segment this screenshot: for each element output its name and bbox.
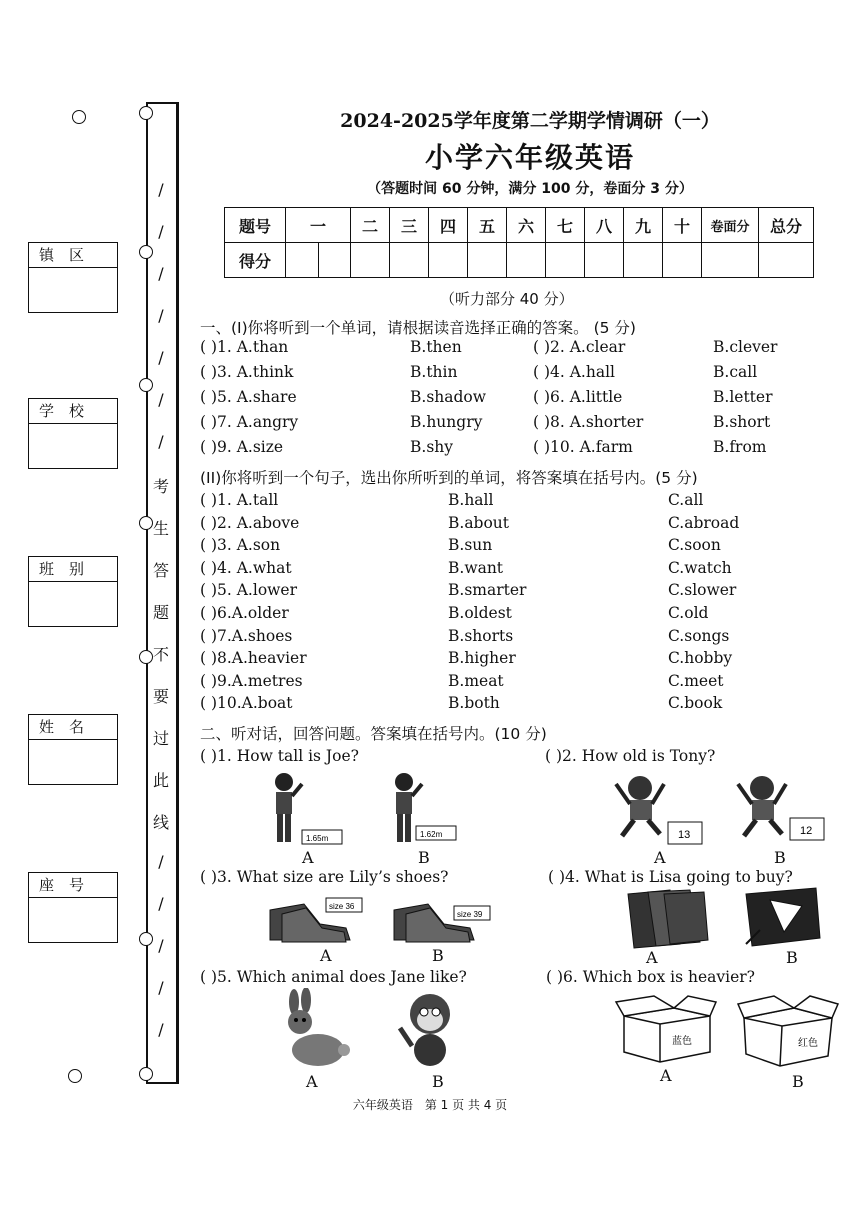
section2-option-a: ( )2. A.above: [200, 513, 300, 532]
books-picture-a: [620, 888, 710, 950]
binding-text-char: 要: [152, 687, 169, 706]
section2-option-a: ( )3. A.son: [200, 536, 281, 555]
monkey-picture-b: [392, 988, 468, 1070]
section2-option-c: C.meet: [668, 671, 724, 690]
option-label-b: B: [786, 948, 798, 967]
binding-text-char: 不: [152, 645, 169, 664]
binding-text-char: 题: [152, 603, 169, 622]
shoes-picture-a: [264, 890, 364, 946]
score-cell[interactable]: [286, 243, 351, 278]
boy-height-picture-a: [262, 770, 352, 850]
info-label: 姓 名: [29, 715, 117, 740]
score-header-cell: 卷面分: [702, 208, 759, 243]
binding-slash: /: [158, 936, 164, 955]
shoe-size-tag-a: size 36: [329, 902, 355, 911]
section1-item-left: ( )9. A.size: [200, 438, 284, 456]
section1-item-right-b: B.from: [713, 438, 767, 456]
score-header-cell: 一: [286, 208, 351, 243]
question-3: ( )3. What size are Lily’s shoes?: [200, 868, 449, 886]
section2-option-c: C.watch: [668, 558, 732, 577]
binding-text-char: 此: [152, 771, 169, 790]
info-box-class: [28, 556, 118, 627]
section1-item-right: ( )6. A.little: [533, 388, 623, 406]
section1-item-left: ( )1. A.than: [200, 338, 289, 356]
section2-option-c: C.book: [668, 694, 723, 713]
score-header-cell: 五: [468, 208, 507, 243]
binding-hole: [139, 245, 153, 259]
binding-text-char: 生: [152, 519, 169, 538]
section1-item-left: ( )5. A.share: [200, 388, 297, 406]
question-5: ( )5. Which animal does Jane like?: [200, 968, 467, 986]
binding-slash: /: [158, 390, 164, 409]
score-header-cell: 三: [390, 208, 429, 243]
option-label-b: B: [774, 848, 786, 867]
boy-height-picture-b: [382, 770, 472, 850]
info-label: 班 别: [29, 557, 117, 582]
info-box-seat: [28, 872, 118, 943]
binding-slash: /: [158, 306, 164, 325]
score-cell[interactable]: [390, 243, 429, 278]
score-cell[interactable]: [429, 243, 468, 278]
section2-option-c: C.old: [668, 604, 709, 622]
rabbit-picture-a: [276, 988, 352, 1070]
section3-title: 二、听对话，回答问题。答案填在括号内。(10 分): [200, 725, 547, 743]
section2-option-c: C.songs: [668, 626, 730, 645]
binding-slash: /: [158, 1020, 164, 1039]
section2-option-b: B.smarter: [448, 581, 527, 600]
section1-item-left: ( )3. A.think: [200, 363, 294, 381]
info-box-town: [28, 242, 118, 313]
option-label-a: A: [302, 848, 314, 867]
section1-item-left-b: B.then: [410, 338, 462, 356]
section2-option-a: ( )8.A.heavier: [200, 649, 307, 668]
score-header-cell: 总分: [759, 208, 814, 243]
binding-slash: /: [158, 894, 164, 913]
binding-slash: /: [158, 852, 164, 871]
score-cell[interactable]: [507, 243, 546, 278]
info-field[interactable]: [29, 740, 117, 784]
option-label-b: B: [432, 946, 444, 965]
binding-slash: /: [158, 432, 164, 451]
binding-slash: /: [158, 978, 164, 997]
score-value-row: [225, 243, 814, 278]
binding-slash: /: [158, 180, 164, 199]
question-1: ( )1. How tall is Joe?: [200, 747, 359, 765]
box-color-label-a: 蓝色: [672, 1036, 692, 1047]
section2-option-a: ( )9.A.metres: [200, 671, 303, 690]
section2-option-b: B.meat: [448, 671, 504, 690]
info-field[interactable]: [29, 582, 117, 626]
section1-item-left-b: B.shadow: [410, 388, 487, 406]
score-table: [224, 207, 814, 278]
section1-item-right: ( )2. A.clear: [533, 338, 626, 356]
boy-age-picture-a: [610, 770, 710, 848]
score-header-cell: 十: [663, 208, 702, 243]
listening-header: （听力部分 40 分）: [440, 290, 574, 308]
binding-slash: /: [158, 222, 164, 241]
section1-item-left-b: B.hungry: [410, 413, 483, 431]
option-label-a: A: [646, 948, 658, 967]
section1-item-right: ( )10. A.farm: [533, 438, 633, 456]
section2-title: (II)你将听到一个句子，选出你所听到的单词，将答案填在括号内。(5 分): [200, 469, 698, 487]
section2-option-a: ( )1. A.tall: [200, 491, 279, 509]
section1-item-left: ( )7. A.angry: [200, 413, 299, 431]
section2-option-c: C.slower: [668, 581, 737, 600]
question-6: ( )6. Which box is heavier?: [546, 968, 755, 986]
section2-option-b: B.shorts: [448, 626, 514, 645]
score-cell[interactable]: [759, 243, 814, 278]
info-label: 学 校: [29, 399, 117, 424]
option-label-b: B: [792, 1072, 804, 1091]
info-field[interactable]: [29, 268, 117, 312]
score-header-cell: 七: [546, 208, 585, 243]
binding-hole: [139, 106, 153, 120]
section2-option-b: B.higher: [448, 649, 516, 668]
section2-option-a: ( )5. A.lower: [200, 581, 297, 600]
score-cell[interactable]: [585, 243, 624, 278]
section1-item-right-b: B.short: [713, 413, 771, 431]
option-label-a: A: [320, 946, 332, 965]
binding-text-char: 线: [152, 813, 169, 832]
section1-title: 一、(I)你将听到一个单词，请根据读音选择正确的答案。 (5 分): [200, 319, 636, 337]
section1-item-left-b: B.shy: [410, 438, 454, 456]
info-label: 镇 区: [29, 243, 117, 268]
section2-option-a: ( )7.A.shoes: [200, 626, 293, 645]
section1-item-right-b: B.call: [713, 363, 758, 381]
info-box-school: [28, 398, 118, 469]
info-field[interactable]: [29, 424, 117, 468]
section1-item-left-b: B.thin: [410, 363, 458, 381]
section1-item-right-b: B.clever: [713, 338, 778, 356]
binding-text-char: 考: [152, 477, 169, 496]
height-tag-b: 1.62m: [420, 830, 443, 839]
section2-option-b: B.both: [448, 694, 500, 713]
score-cell[interactable]: [546, 243, 585, 278]
binding-hole: [72, 110, 86, 124]
binding-slash: /: [158, 264, 164, 283]
shoe-size-tag-b: size 39: [457, 910, 483, 919]
exam-subtitle: （答题时间 60 分钟，满分 100 分，卷面分 3 分）: [367, 181, 693, 197]
section2-option-b: B.sun: [448, 536, 493, 555]
score-header-cell: 四: [429, 208, 468, 243]
section2-option-b: B.hall: [448, 491, 494, 509]
kite-picture-b: [740, 886, 824, 950]
section1-item-right-b: B.letter: [713, 388, 773, 406]
binding-text-char: 答: [152, 561, 169, 580]
binding-slash: /: [158, 348, 164, 367]
section2-option-c: C.hobby: [668, 649, 733, 668]
section2-option-c: C.all: [668, 491, 704, 509]
question-2: ( )2. How old is Tony?: [545, 747, 716, 765]
boy-age-picture-b: [732, 770, 832, 848]
section2-option-b: B.about: [448, 513, 510, 532]
section1-item-right: ( )4. A.hall: [533, 363, 615, 381]
page-footer: 六年级英语 第 1 页 共 4 页: [352, 1098, 508, 1112]
score-cell[interactable]: [702, 243, 759, 278]
box-picture-b: [736, 994, 840, 1072]
binding-hole: [139, 1067, 153, 1081]
box-picture-a: [614, 994, 718, 1068]
score-cell[interactable]: [351, 243, 390, 278]
score-cell[interactable]: [468, 243, 507, 278]
option-label-b: B: [418, 848, 430, 867]
height-tag-a: 1.65m: [306, 834, 329, 843]
section2-option-b: B.oldest: [448, 604, 512, 622]
score-header-row: [225, 208, 814, 243]
score-header-cell: 题号: [225, 208, 286, 243]
score-header-cell: 八: [585, 208, 624, 243]
exam-title: 2024-2025学年度第二学期学情调研（一）: [340, 110, 720, 132]
score-cell[interactable]: [663, 243, 702, 278]
option-label-a: A: [660, 1066, 672, 1085]
binding-text-char: 过: [152, 729, 169, 748]
age-card-b: 12: [800, 825, 813, 837]
option-label-b: B: [432, 1072, 444, 1091]
age-card-a: 13: [678, 829, 691, 841]
score-row-label: 得分: [225, 243, 286, 278]
section2-option-b: B.want: [448, 558, 504, 577]
option-label-a: A: [306, 1072, 318, 1091]
section2-option-c: C.abroad: [668, 513, 740, 532]
section2-option-c: C.soon: [668, 536, 721, 555]
score-header-cell: 二: [351, 208, 390, 243]
question-4: ( )4. What is Lisa going to buy?: [548, 868, 793, 886]
score-cell[interactable]: [624, 243, 663, 278]
box-color-label-b: 红色: [798, 1038, 818, 1049]
info-box-name: [28, 714, 118, 785]
section2-option-a: ( )10.A.boat: [200, 694, 293, 713]
shoes-picture-b: [388, 890, 492, 946]
binding-hole: [68, 1069, 82, 1083]
score-header-cell: 六: [507, 208, 546, 243]
section2-option-a: ( )4. A.what: [200, 558, 292, 577]
option-label-a: A: [654, 848, 666, 867]
info-field[interactable]: [29, 898, 117, 942]
section1-item-right: ( )8. A.shorter: [533, 413, 644, 431]
subject-title: 小学六年级英语: [424, 141, 635, 174]
section2-option-a: ( )6.A.older: [200, 604, 289, 622]
score-header-cell: 九: [624, 208, 663, 243]
info-label: 座 号: [29, 873, 117, 898]
